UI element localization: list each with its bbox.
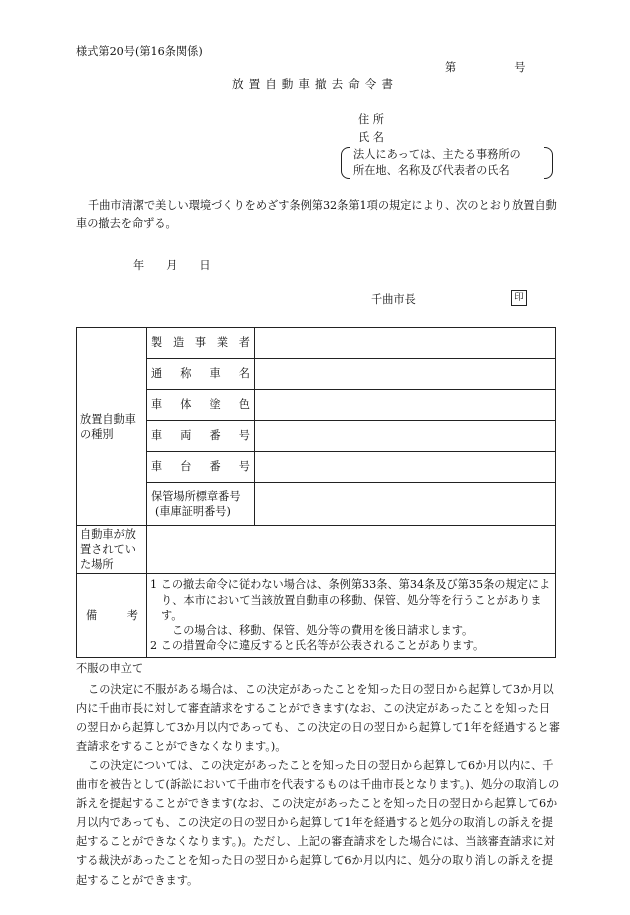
name-label: 氏 名 bbox=[358, 131, 384, 144]
date-day: 日 bbox=[199, 259, 211, 272]
row-value-car-name bbox=[255, 359, 556, 390]
table-row bbox=[77, 390, 556, 421]
remarks-value: 1 この撤去命令に従わない場合は、条例第33条、第34条及び第35条の規定により、本市において当該放置自動車の移動、保管、処分等を行うことがあります。 この場合は、移動、保管、処分等の費用を後日請求します。 2 この措置命令に違反すると氏名等が公表されることがあります。 bbox=[147, 574, 556, 658]
vehicle-info-table bbox=[76, 327, 556, 658]
number-go: 号 bbox=[514, 61, 526, 74]
vehicle-type-label: 放置自動車の種別 bbox=[77, 328, 147, 526]
remarks-label: 備 考 bbox=[77, 574, 147, 658]
order-text: 千曲市清潔で美しい環境づくりをめざす条例第32条第1項の規定により、次のとおり放置自動車の撤去を命ずる。 bbox=[76, 199, 557, 230]
table-row bbox=[77, 526, 556, 574]
number-dai: 第 bbox=[445, 61, 457, 74]
left-bracket bbox=[341, 147, 350, 179]
date-month: 月 bbox=[166, 259, 178, 272]
appeal-paragraph-2: この決定については、この決定があったことを知った日の翌日から起算して6か月以内に、千曲市を被告として(訴訟において千曲市を代表するものは千曲市長となります。)、処分の取消しの訴えを提起することができます(なお、この決定があったことを知った日の翌日から起算して6か月以内であっても、この決定の日の翌日から起算して1年を経過すると処分の取消しの訴えを提起することができなくなります。)。ただし、上記の審査請求をした場合には、当該審査請求に対する裁決があったことを知った日の翌日から起算して6か月以内に、処分の取り消しの訴えを提起することができます。 bbox=[76, 759, 560, 887]
issuer-mayor: 千曲市長 bbox=[371, 293, 416, 306]
corporation-note bbox=[341, 147, 553, 179]
row-label-maker: 製 造 事 業 者 bbox=[147, 328, 255, 359]
document-title: 放置自動車撤去命令書 bbox=[232, 77, 398, 91]
row-label-color: 車 体 塗 色 bbox=[147, 390, 255, 421]
table-row bbox=[77, 359, 556, 390]
row-label-car-name: 通 称 車 名 bbox=[147, 359, 255, 390]
appeal-title: 不服の申立て bbox=[76, 662, 144, 675]
row-label-storage: 保管場所標章番号 (車庫証明番号) bbox=[147, 483, 255, 526]
row-label-plate: 車 両 番 号 bbox=[147, 421, 255, 452]
row-value-storage bbox=[255, 483, 556, 526]
document-number bbox=[445, 60, 525, 76]
right-bracket bbox=[544, 147, 553, 179]
table-row bbox=[77, 483, 556, 526]
row-label-chassis: 車 台 番 号 bbox=[147, 452, 255, 483]
row-value-chassis bbox=[255, 452, 556, 483]
table-row bbox=[77, 328, 556, 359]
row-value-maker bbox=[255, 328, 556, 359]
table-row bbox=[77, 574, 556, 658]
location-value bbox=[147, 526, 556, 574]
table-row bbox=[77, 452, 556, 483]
location-label: 自動車が放置されていた場所 bbox=[77, 526, 147, 574]
row-value-plate bbox=[255, 421, 556, 452]
row-value-color bbox=[255, 390, 556, 421]
date-line bbox=[133, 258, 233, 274]
seal-mark: 印 bbox=[511, 290, 527, 306]
date-year: 年 bbox=[133, 259, 145, 272]
form-number: 様式第20号(第16条関係) bbox=[76, 45, 203, 58]
table-row bbox=[77, 421, 556, 452]
address-label: 住 所 bbox=[358, 113, 384, 126]
appeal-paragraph-1: この決定に不服がある場合は、この決定があったことを知った日の翌日から起算して3か月以内に千曲市長に対して審査請求をすることができます(なお、この決定があったことを知った日の翌日から起算して3か月以内であっても、この決定の日の翌日から起算して1年を経過すると審査請求をすることができなくなります。)。 bbox=[76, 683, 561, 754]
corporation-note-text: 法人にあっては、主たる事務所の 所在地、名称及び代表者の氏名 bbox=[353, 148, 521, 177]
